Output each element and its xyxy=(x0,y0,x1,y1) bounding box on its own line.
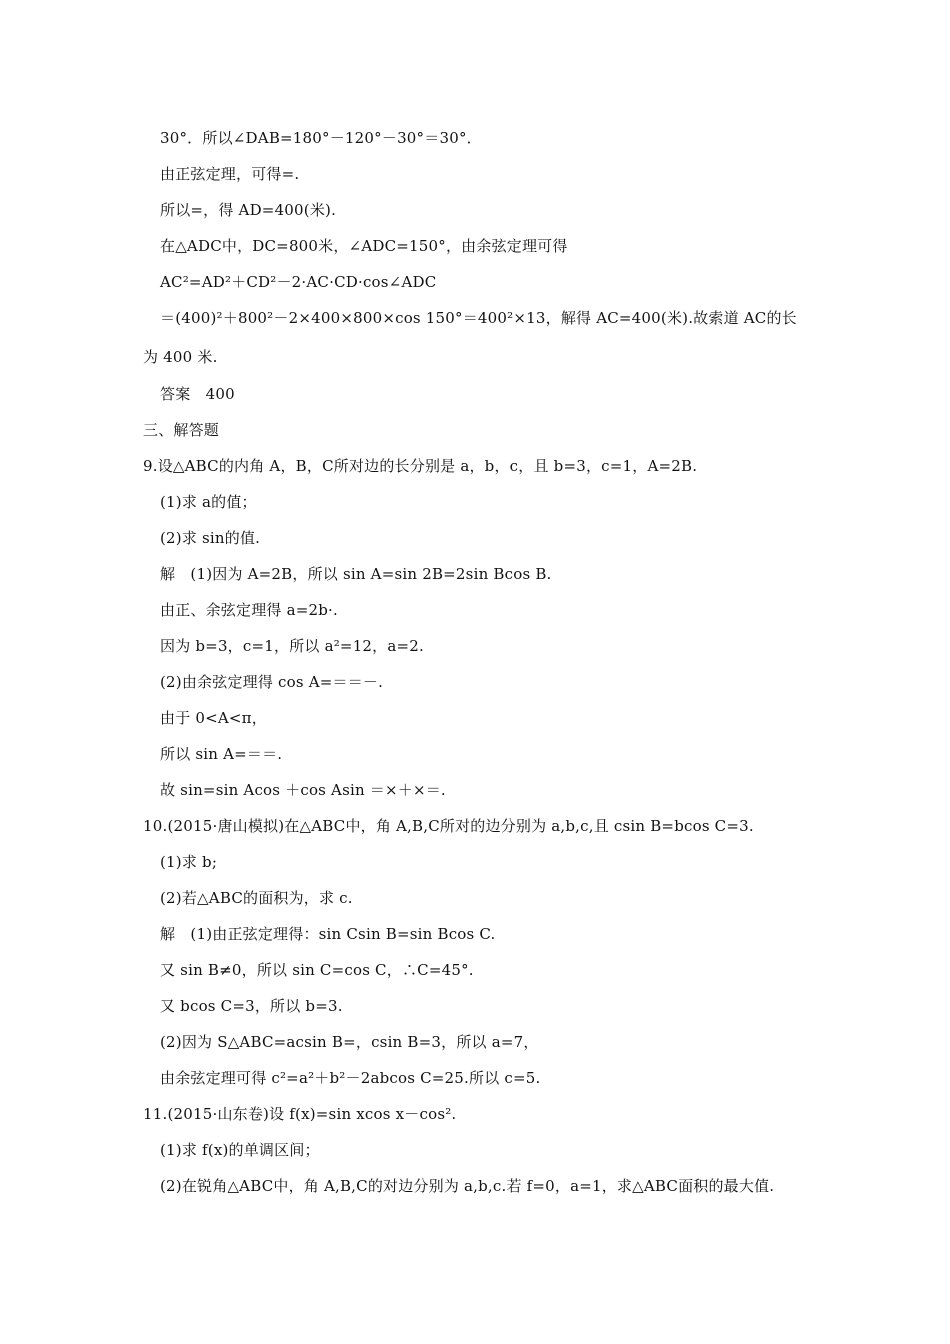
answer-line: 答案 400 xyxy=(160,385,235,403)
text-line: (1)求 f(x)的单调区间； xyxy=(160,1141,320,1159)
formula-line: ＝(400)²＋800²－2×400×800×cos 150°＝400²×13，解得 AC=400(米).故索道 AC的长 xyxy=(160,309,797,327)
text-line: 因为 b=3，c=1，所以 a²=12，a=2. xyxy=(160,637,424,655)
text-line: 在△ADC中，DC=800米，∠ADC=150°，由余弦定理可得 xyxy=(160,237,568,255)
text-line: 由正弦定理，可得=. xyxy=(160,165,300,183)
question-11: 11.(2015·山东卷)设 f(x)=sin xcos x－cos². xyxy=(143,1105,457,1123)
section-heading: 三、解答题 xyxy=(143,421,220,439)
text-line: 又 sin B≠0，所以 sin C=cos C，∴C=45°. xyxy=(160,961,474,979)
text-line: 由于 0<A<π， xyxy=(160,709,267,727)
text-line: (2)在锐角△ABC中，角 A,B,C的对边分别为 a,b,c.若 f=0，a=1，求△ABC面积的最大值. xyxy=(160,1177,775,1195)
text-line: 为 400 米. xyxy=(143,348,218,366)
text-line: 由正、余弦定理得 a=2b·. xyxy=(160,601,338,619)
text-line: 所以=，得 AD=400(米). xyxy=(160,201,337,219)
text-line: (1)求 a的值； xyxy=(160,493,257,511)
solution-line: 解 (1)由正弦定理得：sin Csin B=sin Bcos C. xyxy=(160,925,496,943)
text-line: (1)求 b; xyxy=(160,853,218,871)
text-line: 又 bcos C=3，所以 b=3. xyxy=(160,997,343,1015)
question-10: 10.(2015·唐山模拟)在△ABC中，角 A,B,C所对的边分别为 a,b,c,且 csin B=bcos C=3. xyxy=(143,817,754,835)
text-line: 所以 sin A=＝＝. xyxy=(160,745,283,763)
text-line: (2)若△ABC的面积为，求 c. xyxy=(160,889,353,907)
solution-line: 解 (1)因为 A=2B，所以 sin A=sin 2B=2sin Bcos B. xyxy=(160,565,552,583)
text-line: 30°．所以∠DAB=180°－120°－30°＝30°． xyxy=(160,129,482,147)
question-9: 9.设△ABC的内角 A，B，C所对边的长分别是 a，b，c，且 b=3，c=1，A=2B. xyxy=(143,457,698,475)
formula-line: AC²=AD²＋CD²－2·AC·CD·cos∠ADC xyxy=(160,273,437,291)
text-line: 故 sin=sin Acos ＋cos Asin ＝×＋×＝. xyxy=(160,781,446,799)
text-line: (2)因为 S△ABC=acsin B=，csin B=3，所以 a=7， xyxy=(160,1033,539,1051)
text-line: (2)求 sin的值. xyxy=(160,529,261,547)
text-line: 由余弦定理可得 c²=a²＋b²－2abcos C=25.所以 c=5. xyxy=(160,1069,541,1087)
text-line: (2)由余弦定理得 cos A=＝＝－. xyxy=(160,673,384,691)
